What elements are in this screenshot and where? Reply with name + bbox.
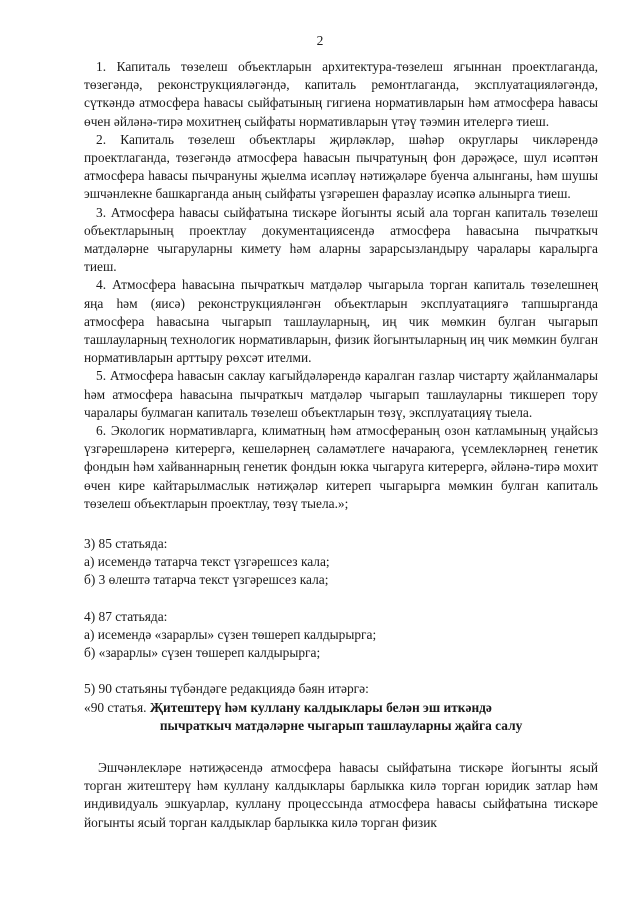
paragraph-1: 1. Капиталь төзелеш объектларын архитектура-төзелеш ягыннан проектлаганда, төзегәндә, реконструкцияләгәндә, капиталь ремонтлаганда, эксплуатацияләгәндә, сүткәндә атмосфера һавасы сыйфатының гигиена нормативларын һәм атмосфера һавасы өчен әйләнә-тирә мохитнең сыйфаты нормативларын үтәү тәэмин ителергә тиеш. xyxy=(84,59,598,129)
article-90-heading xyxy=(84,699,598,735)
document-body xyxy=(84,58,598,832)
article-85-heading: 3) 85 статьяда: xyxy=(84,536,168,552)
paragraph-4: 4. Атмосфера һавасына пычраткыч матдәләр чыгарыла торган капиталь төзелешнең яңа һәм (яисә) реконструкцияләнгән объектларын эксплуатациягә тапшырганда атмосфера һавасына чыгарып ташлауларның, иң чик мөмкин булган чыгарып ташлауларның технологик нормативларын, физик йогынтыларның иң чик мөмкин булган нормативларын арттыру рөхсәт ителми. xyxy=(84,277,598,366)
paragraph-3: 3. Атмосфера һавасы сыйфатына тискәре йогынты ясый ала торган капиталь төзелеш объектларының проектлау документациясендә атмосфера һавасына пычраткыч матдәләрне чыгаруларны кимету һәм аларны зарарсызландыру чаралары каралырга тиеш. xyxy=(84,204,598,275)
article-85-item-a: а) исемендә татарча текст үзгәрешсез кала; xyxy=(84,554,330,570)
article-90-title xyxy=(150,699,523,735)
article-87-item-b: б) «зарарлы» сүзен төшереп калдырырга; xyxy=(84,645,321,661)
article-90-title-line-2: пычраткыч матдәләрне чыгарып ташлауларны җайга салу xyxy=(159,717,523,733)
paragraph-2: 2. Капиталь төзелеш объектлары җирләкләр, шәһәр округлары чикләрендә проектлаганда, төзегәндә атмосфера һавасын пычратуның фон дәрәҗәсе, шул исәптән атмосфера һавасы пычрануны җыелма исәпләү нәтиҗәләре буенча алынганы, һәм шушы эшчәнлекне башкарганда аның сыйфаты үзгәрешен фаразлау исәпкә алынырга тиеш. xyxy=(84,131,598,202)
article-90-title-line-1: Җитештерү һәм куллану калдыклары белән эш иткәндә xyxy=(149,699,492,715)
page-number: 2 xyxy=(316,33,324,48)
paragraph-5: 5. Атмосфера һавасын саклау кагыйдәләрендә каралган газлар чистарту җайланмалары һәм атмосфера һавасына пычраткыч матдәләр чыгарып ташлауларны тикшереп тору чаралары булмаган капиталь төзелеш объектларын төзү, эксплуатацияү тыела. xyxy=(84,368,598,420)
article-87-item-a: а) исемендә «зарарлы» сүзен төшереп калдырырга; xyxy=(84,626,377,642)
paragraph-6: 6. Экологик нормативларга, климатның һәм атмосфераның озон катламының уңайсыз үзгәрешләренә китерергә, кешеләрнең сәламәтлеге начараюга, үсемлекләрнең генетик фондын һәм хайваннарның генетик фондын юкка чыгаруга китерергә, әйләнә-тирә мохит өчен кире кайтарылмаслык нәтиҗәләр китереп чыгарырга мөмкин булган капиталь төзелеш объектларын проектлау, төзү тыела.»; xyxy=(84,423,598,511)
article-85-item-b: б) 3 өлештә татарча текст үзгәрешсез кала; xyxy=(84,572,329,588)
article-90-prefix: «90 статья. xyxy=(84,699,150,715)
article-87-heading: 4) 87 статьяда: xyxy=(84,608,168,624)
article-90-text: Эшчәнлекләре нәтиҗәсендә атмосфера һавасы сыйфатына тискәре йогынты ясый торган житештерү һәм куллану калдыклары барлыкка килә торган юридик затлар һәм индивидуаль эшкуарлар, куллану процессында атмосфера һавасы сыйфатына тискәре йогынты ясый торган калдыклар барлыкка килә торган физик xyxy=(84,759,598,830)
article-90-intro: 5) 90 статьяны түбәндәге редакциядә бәян итәргә: xyxy=(84,681,369,697)
